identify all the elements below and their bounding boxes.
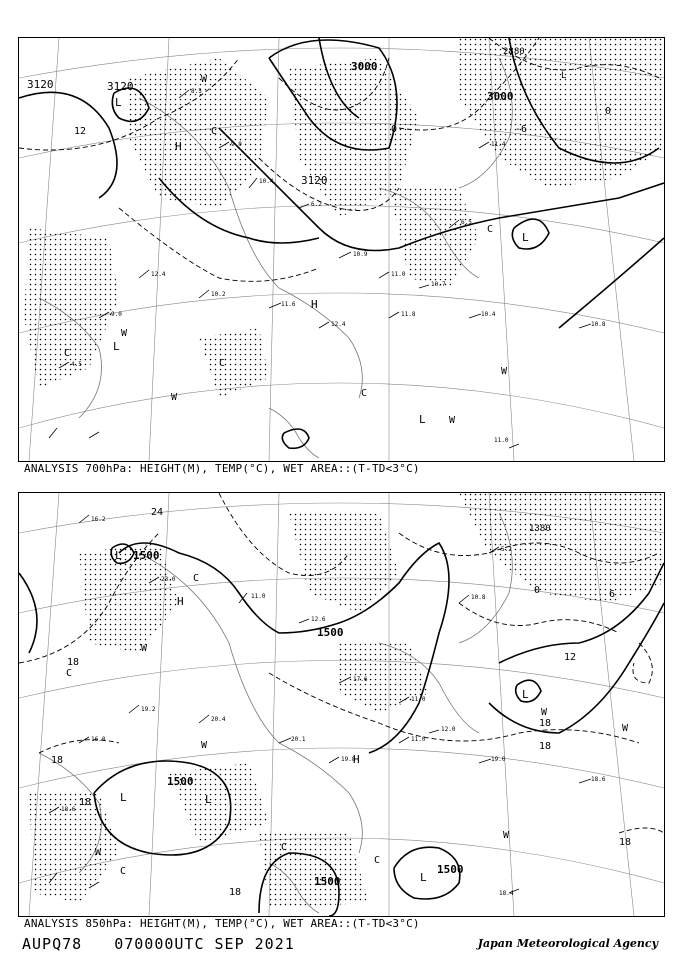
svg-text:19.8: 19.8 [341,756,356,763]
caption-850hpa: ANALYSIS 850hPa: HEIGHT(M), TEMP(°C), WET AREA::(T-TD<3°C) [24,917,420,930]
valid-time: 070000UTC SEP 2021 [114,935,295,953]
warm-mark: W [449,415,456,426]
height-label: 1500 [167,775,194,788]
svg-text:9.0: 9.0 [111,311,122,318]
chart-identifier [22,935,317,953]
low-center: L [522,231,529,244]
svg-text:18.4: 18.4 [499,890,514,897]
svg-text:19.2: 19.2 [141,706,156,713]
svg-text:9.0: 9.0 [231,141,242,148]
low-center: L [561,71,567,81]
svg-text:10.4: 10.4 [259,178,274,185]
svg-text:10.9: 10.9 [353,251,368,258]
cold-mark: C [487,224,494,235]
warm-mark: W [201,740,208,751]
height-label: 3120 [107,80,134,93]
svg-text:12.6: 12.6 [311,616,326,623]
warm-mark: W [541,707,548,718]
svg-text:10.8: 10.8 [591,321,606,328]
warm-mark: W [201,74,208,85]
high-center: H [177,595,184,608]
svg-text:19.0: 19.0 [491,756,506,763]
svg-text:23.0: 23.0 [161,576,176,583]
temp-label: 0 [605,106,612,117]
cold-mark: C [211,126,218,137]
low-center: L [419,413,426,426]
svg-text:12.0: 12.0 [441,726,456,733]
product-code: AUPQ78 [22,935,83,953]
wet-area-stipple [29,493,664,908]
svg-text:12.4: 12.4 [331,321,346,328]
low-center: L [113,340,120,353]
cold-mark: C [120,866,127,877]
svg-text:16.2: 16.2 [91,516,106,523]
low-center: L [115,549,122,562]
svg-text:10.4: 10.4 [481,311,496,318]
temp-label: 24 [151,507,164,518]
svg-text:17.6: 17.6 [353,676,368,683]
svg-text:11.0: 11.0 [494,437,509,444]
height-label: 2880 [503,47,525,57]
low-center: L [420,871,427,884]
temp-label: 12 [74,126,87,137]
cold-mark: C [193,573,200,584]
svg-text:11.0: 11.0 [411,696,426,703]
svg-text:10.2: 10.2 [211,291,226,298]
map-700hpa-canvas [19,38,664,461]
svg-text:11.0: 11.0 [391,271,406,278]
svg-text:12.4: 12.4 [151,271,166,278]
svg-text:11.0: 11.0 [251,593,266,600]
temp-label: 12 [564,652,577,663]
svg-text:10.7: 10.7 [431,281,446,288]
map-850hpa-canvas [19,493,664,916]
temp-label: 18 [229,887,242,898]
low-center: L [120,791,127,804]
temp-label: 18 [67,657,80,668]
svg-text:11.4: 11.4 [491,141,506,148]
warm-mark: W [503,830,510,841]
cold-mark: C [281,842,288,853]
cold-mark: C [66,668,73,679]
svg-text:6.5: 6.5 [461,219,472,226]
svg-text:11.6: 11.6 [281,301,296,308]
temp-label: 18 [619,837,632,848]
temp-label: -6 [515,124,528,135]
svg-text:11.0: 11.0 [411,736,426,743]
temp-label: 0 [534,585,541,596]
temp-label: 0 [391,124,398,135]
height-label: 1500 [437,863,464,876]
svg-text:11.8: 11.8 [401,311,416,318]
caption-700hpa: ANALYSIS 700hPa: HEIGHT(M), TEMP(°C), WET AREA::(T-TD<3°C) [24,462,420,475]
svg-text:20.4: 20.4 [211,716,226,723]
map-700hpa [18,37,665,462]
svg-text:18.6: 18.6 [61,806,76,813]
svg-text:16.0: 16.0 [91,736,106,743]
height-label: 3120 [27,78,54,91]
temp-label: 6 [609,589,616,600]
temp-label: 18 [539,741,552,752]
low-center: L [115,96,122,109]
svg-text:18.6: 18.6 [591,776,606,783]
low-center: L [522,688,529,701]
issuing-agency: Japan Meteorological Agency [477,937,658,950]
warm-mark: W [171,392,178,403]
warm-mark: W [95,847,102,858]
height-label: 1380 [529,524,551,534]
svg-text:5.2: 5.2 [501,546,512,553]
svg-text:8.5: 8.5 [191,88,202,95]
temp-label: 18 [539,718,552,729]
high-center: H [311,298,318,311]
height-label: 1500 [133,549,160,562]
cold-mark: C [219,358,226,369]
high-center: H [353,753,360,766]
cold-mark: C [374,855,381,866]
height-label: 3120 [301,174,328,187]
low-center: L [205,793,212,806]
height-label: 1500 [317,626,344,639]
svg-text:20.1: 20.1 [291,736,306,743]
height-label: 3000 [487,90,514,103]
svg-text:10.8: 10.8 [471,594,486,601]
height-label: 3000 [351,60,378,73]
svg-text:6.2: 6.2 [311,201,322,208]
warm-mark: W [141,643,148,654]
warm-mark: W [622,723,629,734]
temp-label: 18 [51,755,64,766]
height-label: 1500 [314,875,341,888]
warm-mark: W [121,328,128,339]
cold-mark: C [361,388,368,399]
svg-text:4.5: 4.5 [71,361,82,368]
cold-mark: C [64,348,71,359]
temp-label: 18 [79,797,92,808]
map-850hpa [18,492,665,917]
high-center: H [175,140,182,153]
warm-mark: W [501,366,508,377]
